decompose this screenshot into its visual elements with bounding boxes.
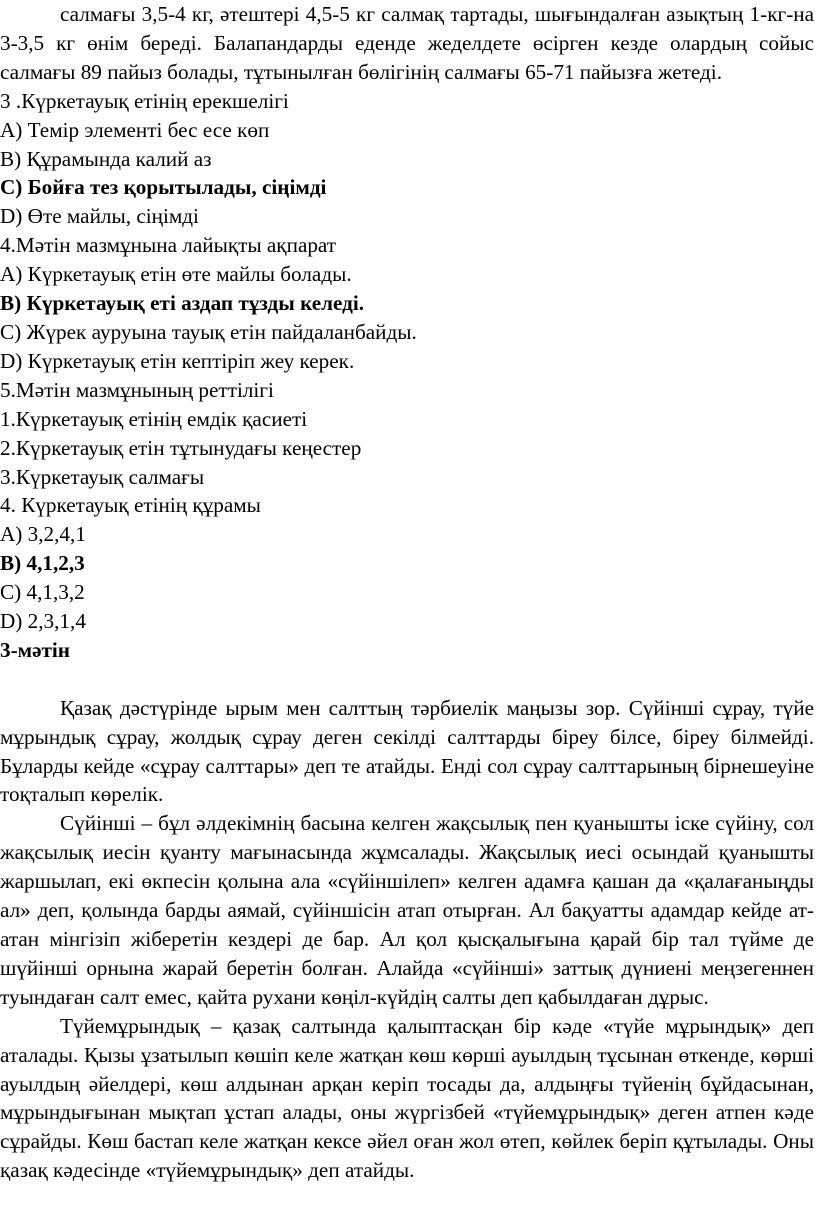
question-4-title: 4.Мәтін мазмұнына лайықты ақпарат (0, 233, 337, 258)
question-5-item-2: 2.Күркетауық етін тұтынудағы кеңестер (0, 435, 362, 460)
question-5-item-3: 3.Күркетауық салмағы (0, 464, 205, 489)
question-5-title: 5.Мәтін мазмұнының реттілігі (0, 377, 274, 402)
question-5-option-b-correct: B) 4,1,2,3 (0, 551, 85, 576)
text-3-paragraph-3: Түйемұрындық – қазақ салтында қалыптасқан бір кәде «түйе мұрындық» деп аталады. Қызы ұзатылып көшіп келе жатқан көш көрші ауылдың тұсынан өткенде, көрші ауылдың әйелдері, көш алдынан арқан керіп тосады да, алдыңғы түйенің бұйдасынан, мұрындығынан мықтап ұстап алады, оны жүргізбей «түйемұрындық» деген атпен кәде сұрайды. Көш бастап келе жатқан кексе әйел оған жол өтеп, көйлек беріп құтылады. Оны қазақ кәдесінде «түйемұрындық» деп атайды. (0, 1013, 814, 1183)
question-3-option-c-correct: C) Бойға тез қорытылады, сіңімді (0, 175, 327, 200)
question-5 (0, 376, 814, 636)
question-3-option-b: B) Құрамында калий аз (0, 146, 212, 171)
text-3-heading: 3-мәтін (0, 637, 70, 662)
question-4-option-c: C) Жүрек ауруына тауық етін пайдаланбайды. (0, 319, 417, 344)
question-4-option-b-correct: B) Күркетауық еті аздап тұзды келеді. (0, 291, 365, 316)
question-4-option-a: A) Күркетауық етін өте майлы болады. (0, 262, 352, 287)
question-3 (0, 87, 814, 232)
question-5-item-4: 4. Күркетауық етінің құрамы (0, 493, 261, 518)
intro-paragraph: салмағы 3,5-4 кг, әтештері 4,5-5 кг салмақ тартады, шығындалған азықтың 1-кг-на 3-3,5 кг өнім береді. Балапандарды еденде жеделдете өсірген кезде олардың сойыс салмағы 89 пайыз болады, тұтынылған бөлігінің салмағы 65-71 пайызға жетеді. (0, 2, 814, 84)
question-3-title: 3 .Күркетауық етінің ерекшелігі (0, 88, 289, 113)
text-3-paragraph-1: Қазақ дәстүрінде ырым мен салттың тәрбиелік маңызы зор. Сүйінші сұрау, түйе мұрындық сұрау, жолдық сұрау деген секілді салттарды біреу білсе, біреу білмейді. Бұларды кейде «сұрау салттары» деп те атайды. Енді сол сұрау салттарының бірнешеуіне тоқталып көрелік. (0, 695, 814, 807)
text-3-paragraph-2: Сүйінші – бұл әлдекімнің басына келген жақсылық пен қуанышты іске сүйіну, сол жақсылық иесін қуанту мағынасында жұмсалады. Жақсылық иесі осындай қуанышты жаршылап, екі өкпесін қолына ала «сүйіншілеп» келген адамға қашан да «қалағаныңды ал» деп, қолында барды аямай, сүйіншісін атап отырған. Ал бақуатты адамдар кейде ат-атан мінгізіп жіберетін кездері де бар. Ал қол қысқалығына қарай бір тал түйме де шүйінші орнына жарай беретін болған. Алайда «сүйінші» заттық дүниені меңзегеннен туындаған салт емес, қайта рухани көңіл-күйдің салты деп қабылдаған дұрыс. (0, 811, 814, 1009)
question-3-option-a: A) Темір элементі бес есе көп (0, 117, 270, 142)
blank-line (0, 665, 814, 694)
question-5-option-c: C) 4,1,3,2 (0, 580, 85, 605)
question-4-option-d: D) Күркетауық етін кептіріп жеу керек. (0, 348, 355, 373)
question-5-item-1: 1.Күркетауық етінің емдік қасиеті (0, 406, 308, 431)
question-5-option-a: A) 3,2,4,1 (0, 522, 86, 547)
question-3-option-d: D) Өте майлы, сіңімді (0, 204, 199, 229)
question-4 (0, 231, 814, 376)
question-5-option-d: D) 2,3,1,4 (0, 609, 86, 634)
